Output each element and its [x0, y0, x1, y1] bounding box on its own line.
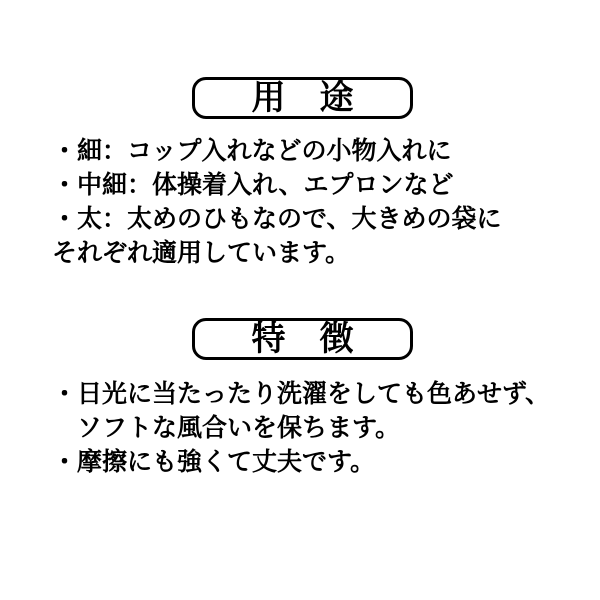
features-line-durable: ・摩擦にも強くて丈夫です。 [52, 447, 376, 476]
features-line-colorfast: ・日光に当たったり洗濯をしても色あせず、 [52, 379, 551, 408]
usage-heading-box [192, 77, 413, 119]
usage-line-fine: ・細：コップ入れなどの小物入れに [52, 136, 452, 165]
usage-section-body [52, 134, 580, 270]
features-section-body [52, 377, 580, 479]
usage-line-thick: ・太：太めのひもなので、大きめの袋に [52, 204, 502, 233]
usage-section-title: 用 途 [251, 78, 354, 118]
usage-line-medium-fine: ・中細：体操着入れ、エプロンなど [52, 170, 454, 199]
usage-line-note: それぞれ適用しています。 [52, 238, 351, 267]
features-line-colorfast-continued: ソフトな風合いを保ちます。 [77, 413, 401, 442]
features-heading-box [192, 318, 413, 360]
features-section-title: 特 徴 [251, 319, 354, 359]
